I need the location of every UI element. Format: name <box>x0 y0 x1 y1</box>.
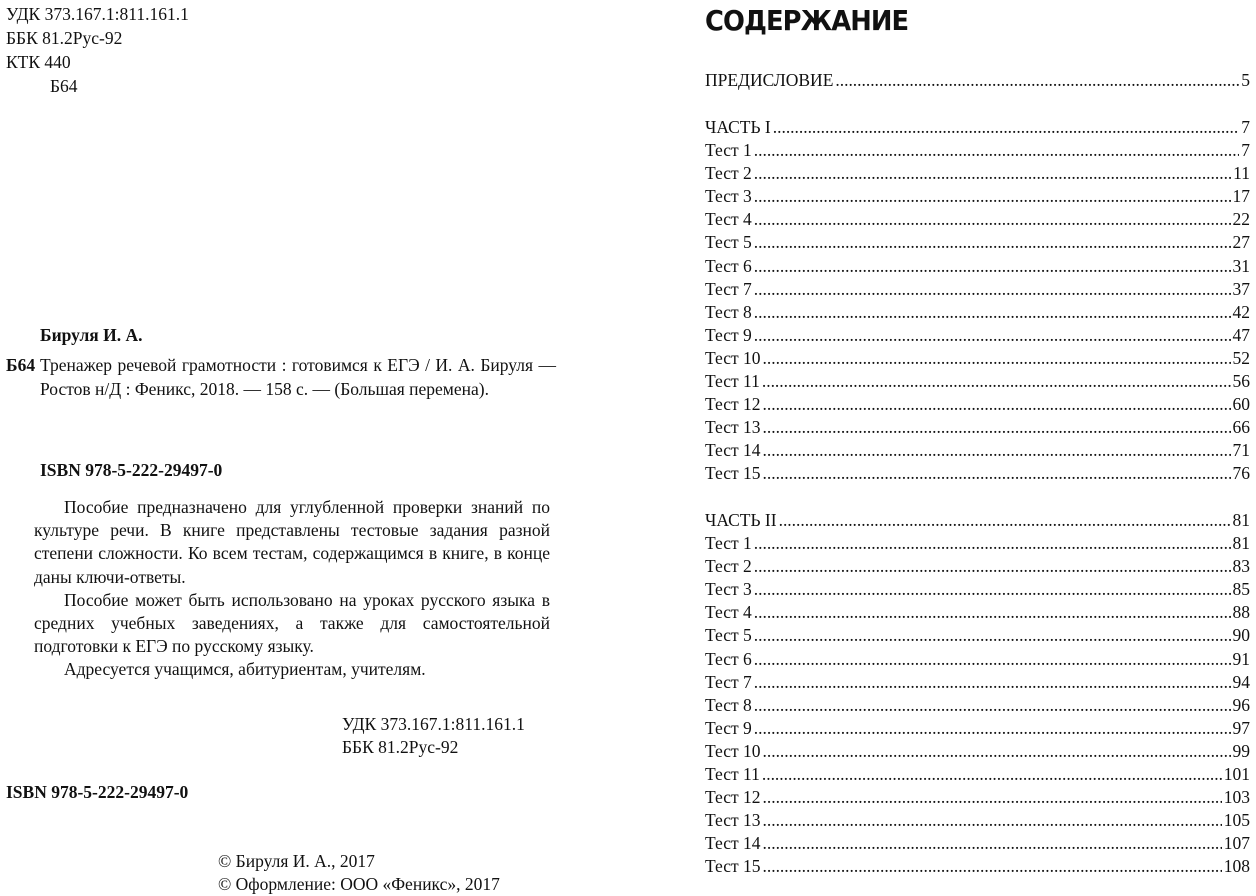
toc-entry-label: Тест 2 <box>705 556 752 577</box>
leader-dots <box>763 855 1222 878</box>
toc-entry-page: 52 <box>1232 347 1250 368</box>
leader-dots <box>763 740 1231 763</box>
toc-entry-page: 96 <box>1232 694 1250 715</box>
leader-dots <box>754 671 1231 694</box>
toc-entry-page: 7 <box>1241 117 1250 137</box>
toc-entry-label: Тест 1 <box>705 533 752 554</box>
toc-preface <box>705 69 1250 92</box>
leader-dots <box>754 578 1231 601</box>
contents-page <box>705 0 1250 896</box>
leader-dots <box>754 324 1231 347</box>
toc-entry-page: 94 <box>1232 671 1250 692</box>
toc-entry[interactable] <box>705 532 1250 555</box>
toc-entry-page: 42 <box>1232 301 1250 322</box>
toc-entry[interactable] <box>705 116 1250 139</box>
leader-dots <box>754 694 1231 717</box>
toc-entry-label: Тест 9 <box>705 324 752 345</box>
leader-dots <box>754 185 1231 208</box>
toc-entry[interactable] <box>705 370 1250 393</box>
toc-entry-label: Тест 12 <box>705 394 761 415</box>
toc-entry[interactable] <box>705 347 1250 370</box>
catalog-bbk: ББК 81.2Рус-92 <box>6 28 123 48</box>
toc-entry-page: 103 <box>1223 787 1250 808</box>
leader-dots <box>773 116 1239 139</box>
udk-footer: УДК 373.167.1:811.161.1 <box>342 714 525 734</box>
toc-entry[interactable] <box>705 208 1250 231</box>
toc-entry-page: 108 <box>1223 856 1250 877</box>
copyright-design: © Оформление: ООО «Феникс», 2017 <box>218 874 500 894</box>
toc-entry-page: 47 <box>1232 324 1250 345</box>
toc-entry-label: ПРЕДИСЛОВИЕ <box>705 70 834 90</box>
leader-dots <box>763 439 1231 462</box>
toc-entry-page: 22 <box>1232 209 1250 230</box>
leader-dots <box>754 208 1231 231</box>
annotation-paragraph: Пособие может быть использовано на уроках русского языка в средних учебных заведениях, а также для самостоятельной подготовки к ЕГЭ по русскому языку. <box>34 589 550 657</box>
leader-dots <box>754 301 1231 324</box>
toc-entry[interactable] <box>705 717 1250 740</box>
toc-entry-page: 83 <box>1232 556 1250 577</box>
toc-entry-page: 97 <box>1232 717 1250 738</box>
annotation-paragraph: Адресуется учащимся, абитуриентам, учителям. <box>64 659 426 680</box>
toc-entry-label: Тест 11 <box>705 371 760 392</box>
toc-part-2 <box>705 509 1250 879</box>
toc-entry-label: ЧАСТЬ I <box>705 117 771 137</box>
toc-entry-page: 101 <box>1223 764 1250 785</box>
toc-entry[interactable] <box>705 439 1250 462</box>
toc-entry-label: Тест 3 <box>705 579 752 600</box>
toc-entry-label: Тест 8 <box>705 694 752 715</box>
toc-entry[interactable] <box>705 740 1250 763</box>
leader-dots <box>763 462 1231 485</box>
leader-dots <box>779 509 1231 532</box>
toc-entry[interactable] <box>705 185 1250 208</box>
toc-entry[interactable] <box>705 671 1250 694</box>
toc-entry-page: 5 <box>1241 70 1250 90</box>
copyright-block <box>218 850 500 896</box>
leader-dots <box>754 139 1239 162</box>
copyright-author: © Бируля И. А., 2017 <box>218 851 375 871</box>
toc-entry-label: Тест 6 <box>705 255 752 276</box>
toc-entry-label: Тест 9 <box>705 717 752 738</box>
toc-entry[interactable] <box>705 69 1250 92</box>
toc-entry-page: 31 <box>1232 255 1250 276</box>
toc-entry[interactable] <box>705 763 1250 786</box>
toc-entry-page: 85 <box>1232 579 1250 600</box>
leader-dots <box>835 69 1239 92</box>
leader-dots <box>754 601 1231 624</box>
toc-entry-page: 11 <box>1233 163 1250 184</box>
bbk-footer: ББК 81.2Рус-92 <box>342 737 459 757</box>
annotation <box>34 496 550 682</box>
leader-dots <box>754 278 1231 301</box>
toc-entry-label: Тест 2 <box>705 163 752 184</box>
toc-part-1 <box>705 116 1250 486</box>
toc-entry-label: Тест 6 <box>705 648 752 669</box>
entry-description: Тренажер речевой грамотности : готовимся к ЕГЭ / И. А. Бируля —Ростов н/Д : Феникс, 2018. — 158 с. — (Большая перемена). <box>40 355 556 399</box>
toc-entry[interactable] <box>705 694 1250 717</box>
toc-entry[interactable] <box>705 162 1250 185</box>
toc-entry-page: 17 <box>1232 186 1250 207</box>
leader-dots <box>763 809 1222 832</box>
toc-entry-label: Тест 5 <box>705 232 752 253</box>
leader-dots <box>754 555 1231 578</box>
author-name: Бируля И. А. <box>40 325 143 345</box>
toc-entry-label: Тест 13 <box>705 810 761 831</box>
toc-entry-page: 27 <box>1232 232 1250 253</box>
leader-dots <box>762 370 1231 393</box>
toc-entry-page: 88 <box>1232 602 1250 623</box>
leader-dots <box>763 832 1222 855</box>
leader-dots <box>754 648 1231 671</box>
toc-entry-page: 105 <box>1223 810 1250 831</box>
toc-entry-label: Тест 14 <box>705 833 761 854</box>
toc-entry[interactable] <box>705 416 1250 439</box>
toc-entry-page: 56 <box>1232 371 1250 392</box>
toc-entry-label: Тест 10 <box>705 740 761 761</box>
toc-entry-label: Тест 15 <box>705 856 761 877</box>
catalog-ktk: КТК 440 <box>6 52 71 72</box>
toc-entry-label: Тест 11 <box>705 764 760 785</box>
isbn-footer: ISBN 978-5-222-29497-0 <box>6 782 189 802</box>
leader-dots <box>763 786 1222 809</box>
toc-entry[interactable] <box>705 301 1250 324</box>
toc-entry-label: Тест 8 <box>705 301 752 322</box>
toc-entry-label: Тест 10 <box>705 347 761 368</box>
toc-entry-label: Тест 4 <box>705 209 752 230</box>
toc-entry-page: 107 <box>1223 833 1250 854</box>
toc-entry-page: 90 <box>1232 625 1250 646</box>
toc-entry-page: 60 <box>1232 394 1250 415</box>
toc-entry-page: 76 <box>1232 463 1250 484</box>
toc-entry[interactable] <box>705 648 1250 671</box>
leader-dots <box>762 763 1222 786</box>
toc-entry-label: Тест 5 <box>705 625 752 646</box>
toc-entry[interactable] <box>705 578 1250 601</box>
toc-entry[interactable] <box>705 139 1250 162</box>
leader-dots <box>763 416 1231 439</box>
leader-dots <box>763 393 1231 416</box>
toc-entry-label: Тест 13 <box>705 417 761 438</box>
toc-entry-label: ЧАСТЬ II <box>705 510 777 530</box>
leader-dots <box>754 624 1231 647</box>
entry-code: Б64 <box>6 355 36 375</box>
leader-dots <box>754 717 1231 740</box>
toc-entry-label: Тест 12 <box>705 787 761 808</box>
toc-entry-page: 7 <box>1241 140 1250 161</box>
annotation-paragraph: Пособие предназначено для углубленной проверки знаний по культуре речи. В книге представлены тестовые задания разной степени сложности. Ко всем тестам, содержащимся в книге, в конце даны ключи-ответы. <box>34 497 550 587</box>
toc-entry[interactable] <box>705 278 1250 301</box>
toc-entry[interactable] <box>705 786 1250 809</box>
toc-entry-page: 91 <box>1232 648 1250 669</box>
toc-entry[interactable] <box>705 393 1250 416</box>
toc-entry-page: 81 <box>1232 510 1250 530</box>
toc-entry-page: 37 <box>1232 278 1250 299</box>
toc-entry-label: Тест 7 <box>705 278 752 299</box>
toc-entry[interactable] <box>705 855 1250 878</box>
catalog-udk: УДК 373.167.1:811.161.1 <box>6 4 189 24</box>
toc-entry-label: Тест 15 <box>705 463 761 484</box>
toc-entry[interactable] <box>705 324 1250 347</box>
catalog-footer <box>342 713 525 759</box>
toc-entry-page: 81 <box>1232 533 1250 554</box>
toc-entry-page: 66 <box>1232 417 1250 438</box>
contents-title: СОДЕРЖАНИЕ <box>705 4 909 37</box>
isbn: ISBN 978-5-222-29497-0 <box>40 460 223 480</box>
toc-entry-page: 71 <box>1232 440 1250 461</box>
toc-entry-label: Тест 7 <box>705 671 752 692</box>
leader-dots <box>754 532 1231 555</box>
toc-entry-page: 99 <box>1232 740 1250 761</box>
leader-dots <box>754 255 1231 278</box>
toc-entry-label: Тест 3 <box>705 186 752 207</box>
leader-dots <box>763 347 1231 370</box>
toc-entry-label: Тест 4 <box>705 602 752 623</box>
leader-dots <box>754 162 1231 185</box>
author-mark: Б64 <box>50 76 78 96</box>
toc-entry-label: Тест 1 <box>705 140 752 161</box>
toc-entry-label: Тест 14 <box>705 440 761 461</box>
toc-entry[interactable] <box>705 509 1250 532</box>
toc-entry[interactable] <box>705 832 1250 855</box>
toc-entry[interactable] <box>705 809 1250 832</box>
toc-entry[interactable] <box>705 624 1250 647</box>
toc-entry[interactable] <box>705 601 1250 624</box>
toc-entry[interactable] <box>705 462 1250 485</box>
toc-entry[interactable] <box>705 555 1250 578</box>
toc-entry[interactable] <box>705 231 1250 254</box>
leader-dots <box>754 231 1231 254</box>
toc-entry[interactable] <box>705 255 1250 278</box>
